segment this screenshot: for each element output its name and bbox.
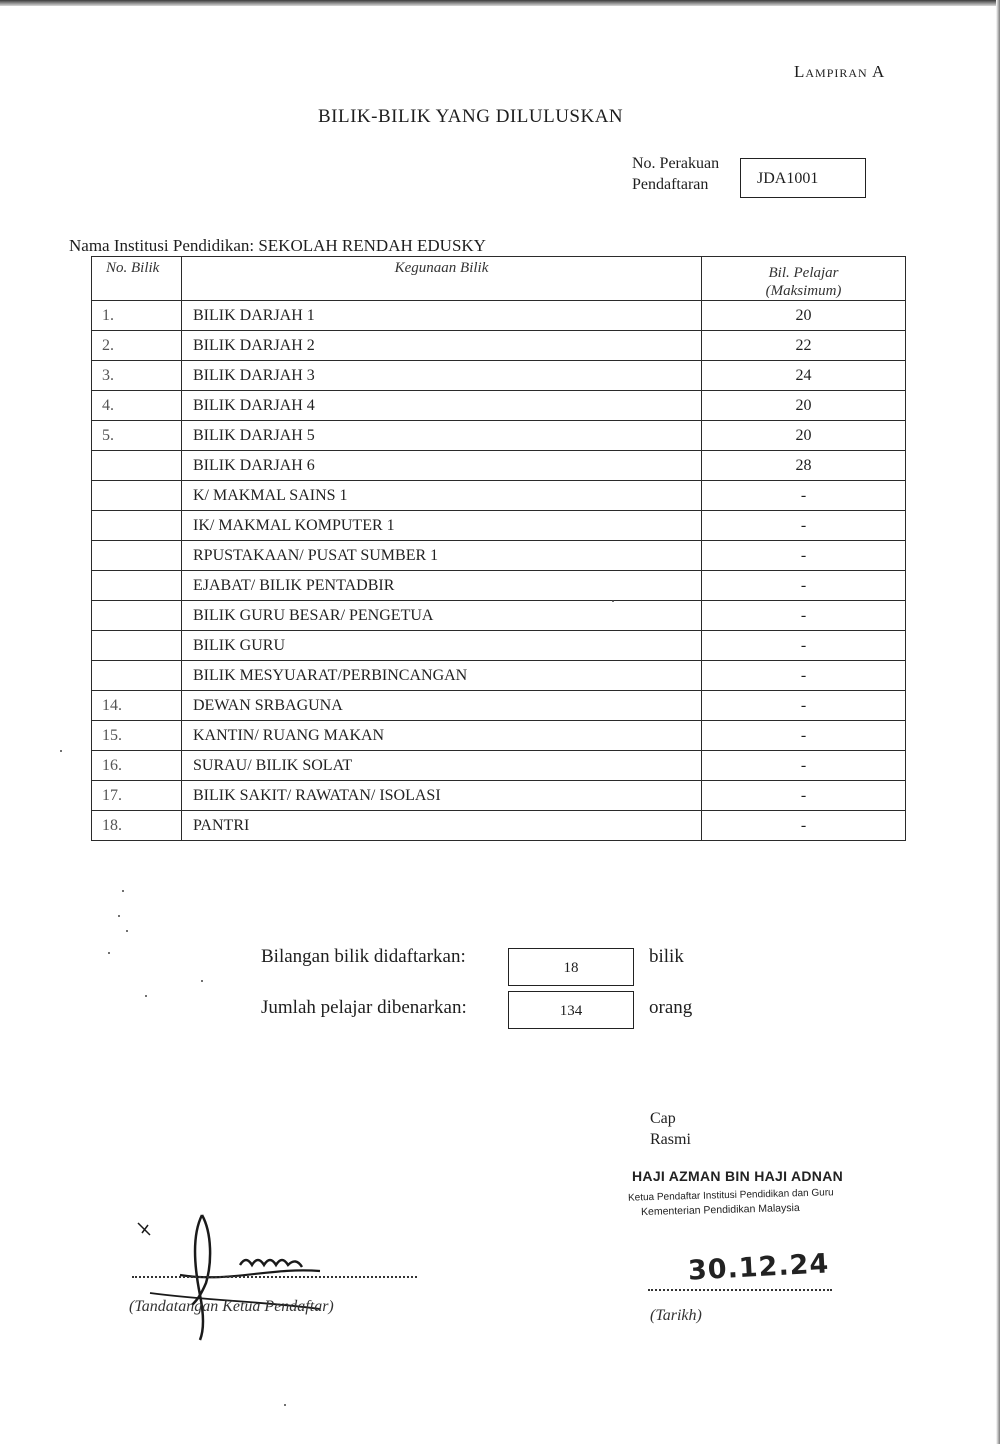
signature-caption: (Tandatangan Ketua Pendaftar) xyxy=(129,1298,334,1315)
scan-speck xyxy=(612,600,614,602)
max-students-cell: - xyxy=(702,781,906,811)
header-room-no: No. Bilik xyxy=(92,257,182,301)
table-row xyxy=(92,331,906,361)
room-no-cell xyxy=(92,631,182,661)
room-no-cell: 2. xyxy=(92,331,182,361)
certificate-label-line1: No. Perakuan xyxy=(632,155,720,172)
students-unit: orang xyxy=(649,997,693,1018)
room-usage-cell: BILIK GURU xyxy=(182,631,702,661)
max-students-cell: - xyxy=(702,661,906,691)
certificate-number-box: JDA1001 xyxy=(740,158,866,198)
header-max-students xyxy=(702,257,906,301)
room-no-cell xyxy=(92,451,182,481)
page-title: BILIK-BILIK YANG DILULUSKAN xyxy=(318,106,624,127)
appendix-label: Lampiran A xyxy=(794,62,886,81)
room-usage-cell: BILIK DARJAH 1 xyxy=(182,301,702,331)
scan-speck xyxy=(122,890,124,892)
handwritten-date: 30.12.24 xyxy=(687,1248,830,1287)
table-row xyxy=(92,451,906,481)
header-max-students-line1: Bil. Pelajar xyxy=(768,265,839,281)
table-row xyxy=(92,781,906,811)
table-row xyxy=(92,721,906,751)
max-students-cell: - xyxy=(702,811,906,841)
room-usage-cell: RPUSTAKAAN/ PUSAT SUMBER 1 xyxy=(182,541,702,571)
room-usage-cell: K/ MAKMAL SAINS 1 xyxy=(182,481,702,511)
max-students-cell: - xyxy=(702,721,906,751)
table-row xyxy=(92,301,906,331)
table-row xyxy=(92,511,906,541)
max-students-cell: - xyxy=(702,601,906,631)
table-row xyxy=(92,661,906,691)
table-row xyxy=(92,541,906,571)
room-no-cell: 14. xyxy=(92,691,182,721)
max-students-cell: 20 xyxy=(702,301,906,331)
official-stamp-label xyxy=(650,1108,691,1150)
scan-speck xyxy=(284,1404,286,1406)
room-no-cell: 18. xyxy=(92,811,182,841)
room-no-cell: 5. xyxy=(92,421,182,451)
room-usage-cell: BILIK MESYUARAT/PERBINCANGAN xyxy=(182,661,702,691)
scan-speck xyxy=(201,980,203,982)
room-no-cell xyxy=(92,481,182,511)
institution-name: Nama Institusi Pendidikan: SEKOLAH RENDAH EDUSKY xyxy=(69,236,486,255)
room-usage-cell: SURAU/ BILIK SOLAT xyxy=(182,751,702,781)
max-students-cell: - xyxy=(702,631,906,661)
room-no-cell xyxy=(92,601,182,631)
table-header-row xyxy=(92,257,906,301)
scan-speck xyxy=(60,750,62,752)
max-students-cell: - xyxy=(702,571,906,601)
table-body xyxy=(92,301,906,841)
certificate-label-line2: Pendaftaran xyxy=(632,176,709,193)
header-max-students-line2: (Maksimum) xyxy=(765,283,842,299)
room-usage-cell: BILIK DARJAH 3 xyxy=(182,361,702,391)
rooms-table-container xyxy=(91,256,905,841)
room-usage-cell: BILIK DARJAH 6 xyxy=(182,451,702,481)
handwritten-signature xyxy=(120,1205,360,1345)
max-students-cell: - xyxy=(702,511,906,541)
table-row xyxy=(92,421,906,451)
room-no-cell: 16. xyxy=(92,751,182,781)
table-row xyxy=(92,571,906,601)
date-dotted-line xyxy=(648,1289,832,1291)
room-no-cell xyxy=(92,661,182,691)
table-row xyxy=(92,601,906,631)
room-usage-cell: EJABAT/ BILIK PENTADBIR xyxy=(182,571,702,601)
signature-dotted-line xyxy=(132,1276,417,1278)
room-no-cell xyxy=(92,541,182,571)
rooms-unit: bilik xyxy=(649,946,684,967)
max-students-cell: 28 xyxy=(702,451,906,481)
stamp-label-line2: Rasmi xyxy=(650,1131,691,1148)
scan-speck xyxy=(145,995,147,997)
table-row xyxy=(92,631,906,661)
room-no-cell: 15. xyxy=(92,721,182,751)
max-students-cell: 20 xyxy=(702,391,906,421)
room-usage-cell: BILIK DARJAH 2 xyxy=(182,331,702,361)
scan-right-edge xyxy=(996,0,1000,1444)
scan-top-edge xyxy=(0,0,1000,6)
max-students-cell: - xyxy=(702,751,906,781)
room-no-cell xyxy=(92,511,182,541)
room-no-cell: 1. xyxy=(92,301,182,331)
room-usage-cell: BILIK GURU BESAR/ PENGETUA xyxy=(182,601,702,631)
scan-speck xyxy=(118,915,120,917)
scan-speck xyxy=(108,952,110,954)
date-caption: (Tarikh) xyxy=(650,1307,702,1324)
max-students-cell: 24 xyxy=(702,361,906,391)
room-usage-cell: BILIK DARJAH 4 xyxy=(182,391,702,421)
room-usage-cell: IK/ MAKMAL KOMPUTER 1 xyxy=(182,511,702,541)
table-row xyxy=(92,751,906,781)
room-usage-cell: PANTRI xyxy=(182,811,702,841)
table-row xyxy=(92,361,906,391)
rooms-table xyxy=(91,256,906,841)
registrar-title-line2: Kementerian Pendidikan Malaysia xyxy=(640,1201,800,1219)
room-usage-cell: BILIK SAKIT/ RAWATAN/ ISOLASI xyxy=(182,781,702,811)
scan-speck xyxy=(126,930,128,932)
header-room-usage: Kegunaan Bilik xyxy=(182,257,702,301)
max-students-cell: - xyxy=(702,541,906,571)
max-students-cell: - xyxy=(702,481,906,511)
students-allowed-box: 134 xyxy=(508,991,634,1029)
rooms-registered-box: 18 xyxy=(508,948,634,986)
table-row xyxy=(92,391,906,421)
room-no-cell: 17. xyxy=(92,781,182,811)
rooms-registered-label: Bilangan bilik didaftarkan: xyxy=(261,946,466,967)
room-usage-cell: BILIK DARJAH 5 xyxy=(182,421,702,451)
registrar-name-stamp: HAJI AZMAN BIN HAJI ADNAN xyxy=(632,1168,844,1184)
max-students-cell: 20 xyxy=(702,421,906,451)
room-usage-cell: KANTIN/ RUANG MAKAN xyxy=(182,721,702,751)
room-usage-cell: DEWAN SRBAGUNA xyxy=(182,691,702,721)
students-allowed-label: Jumlah pelajar dibenarkan: xyxy=(261,997,467,1018)
room-no-cell: 4. xyxy=(92,391,182,421)
room-no-cell: 3. xyxy=(92,361,182,391)
registrar-title-line1: Ketua Pendaftar Institusi Pendidikan dan Guru xyxy=(627,1187,834,1204)
table-row xyxy=(92,811,906,841)
certificate-label xyxy=(632,153,719,195)
room-no-cell xyxy=(92,571,182,601)
max-students-cell: - xyxy=(702,691,906,721)
table-row xyxy=(92,691,906,721)
max-students-cell: 22 xyxy=(702,331,906,361)
stamp-label-line1: Cap xyxy=(650,1110,676,1127)
table-row xyxy=(92,481,906,511)
